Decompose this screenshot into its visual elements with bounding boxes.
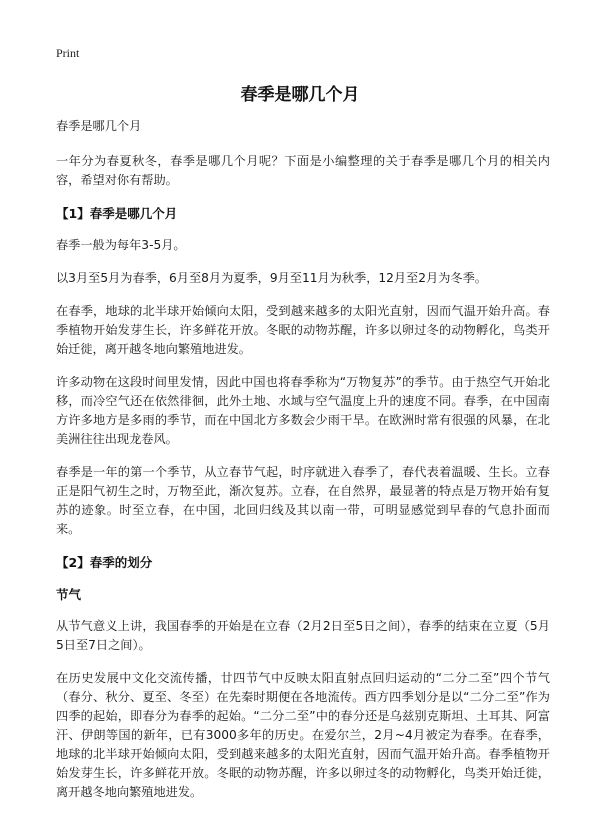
page-title: 春季是哪几个月 [240,85,360,105]
section-paragraph: 在历史发展中文化交流传播，廿四节气中反映太阳直射点回归运动的“二分二至”四个节气（春分、秋分、夏至、冬至）在先秦时期便在各地流传。西方四季划分是以“二分二至”作为四季的起始，即春分为春季的起始。“二分二至”中的春分还是乌兹别克斯坦、土耳其、阿富汗、伊朗等国的新年，已有3000多年的历史。在爱尔兰，2月~4月被定为春季。在春季，地球的北半球开始倾向太阳，受到越来越多的太阳光直射，因而气温开始升高。春季植物开始发芽生长，许多鲜花开放。冬眠的动物苏醒，许多以卵过冬的动物孵化，鸟类开始迁徙，离开越冬地向繁殖地进发。 [56,671,550,799]
section-paragraph: 许多动物在这段时间里发情，因此中国也将春季称为“万物复苏”的季节。由于热空气开始北移，而冷空气还在依然徘徊，此外土地、水域与空气温度上升的速度不同。春季，在中国南方许多地方是多雨的季节，而在中国北方多数会少雨干旱。在欧洲时常有很强的风暴，在北美洲往往出现龙卷风。 [56,375,550,446]
print-link[interactable]: Print [56,46,80,60]
section-heading-division: 【2】春季的划分 [56,555,153,570]
section-paragraph: 春季一般为每年3-5月。 [56,238,186,252]
article-subtitle: 春季是哪几个月 [56,119,142,133]
article-body [56,117,550,816]
section-paragraph: 春季是一年的第一个季节，从立春节气起，时序就进入春季了，春代表着温暖、生长。立春正是阳气初生之时，万物至此，渐次复苏。立春，在自然界，最显著的特点是万物开始有复苏的迹象。时至立春，在中国，北回归线及其以南一带，可明显感觉到早春的气息扑面而来。 [56,465,550,536]
section-paragraph: 以3月至5月为春季，6月至8月为夏季，9月至11月为秋季，12月至2月为冬季。 [56,271,487,285]
section-heading-months: 【1】春季是哪几个月 [56,206,178,221]
section-paragraph: 在春季，地球的北半球开始倾向太阳，受到越来越多的太阳光直射，因而气温开始升高。春季植物开始发芽生长，许多鲜花开放。冬眠的动物苏醒，许多以卵过冬的动物孵化，鸟类开始迁徙，离开越冬地向繁殖地进发。 [56,304,550,356]
section-paragraph: 从节气意义上讲，我国春季的开始是在立春（2月2日至5日之间），春季的结束在立夏（5月5日至7日之间）。 [56,619,550,652]
section-subheading-solar-terms: 节气 [56,587,82,602]
intro-paragraph: 一年分为春夏秋冬，春季是哪几个月呢？下面是小编整理的关于春季是哪几个月的相关内容，希望对你有帮助。 [56,154,550,187]
